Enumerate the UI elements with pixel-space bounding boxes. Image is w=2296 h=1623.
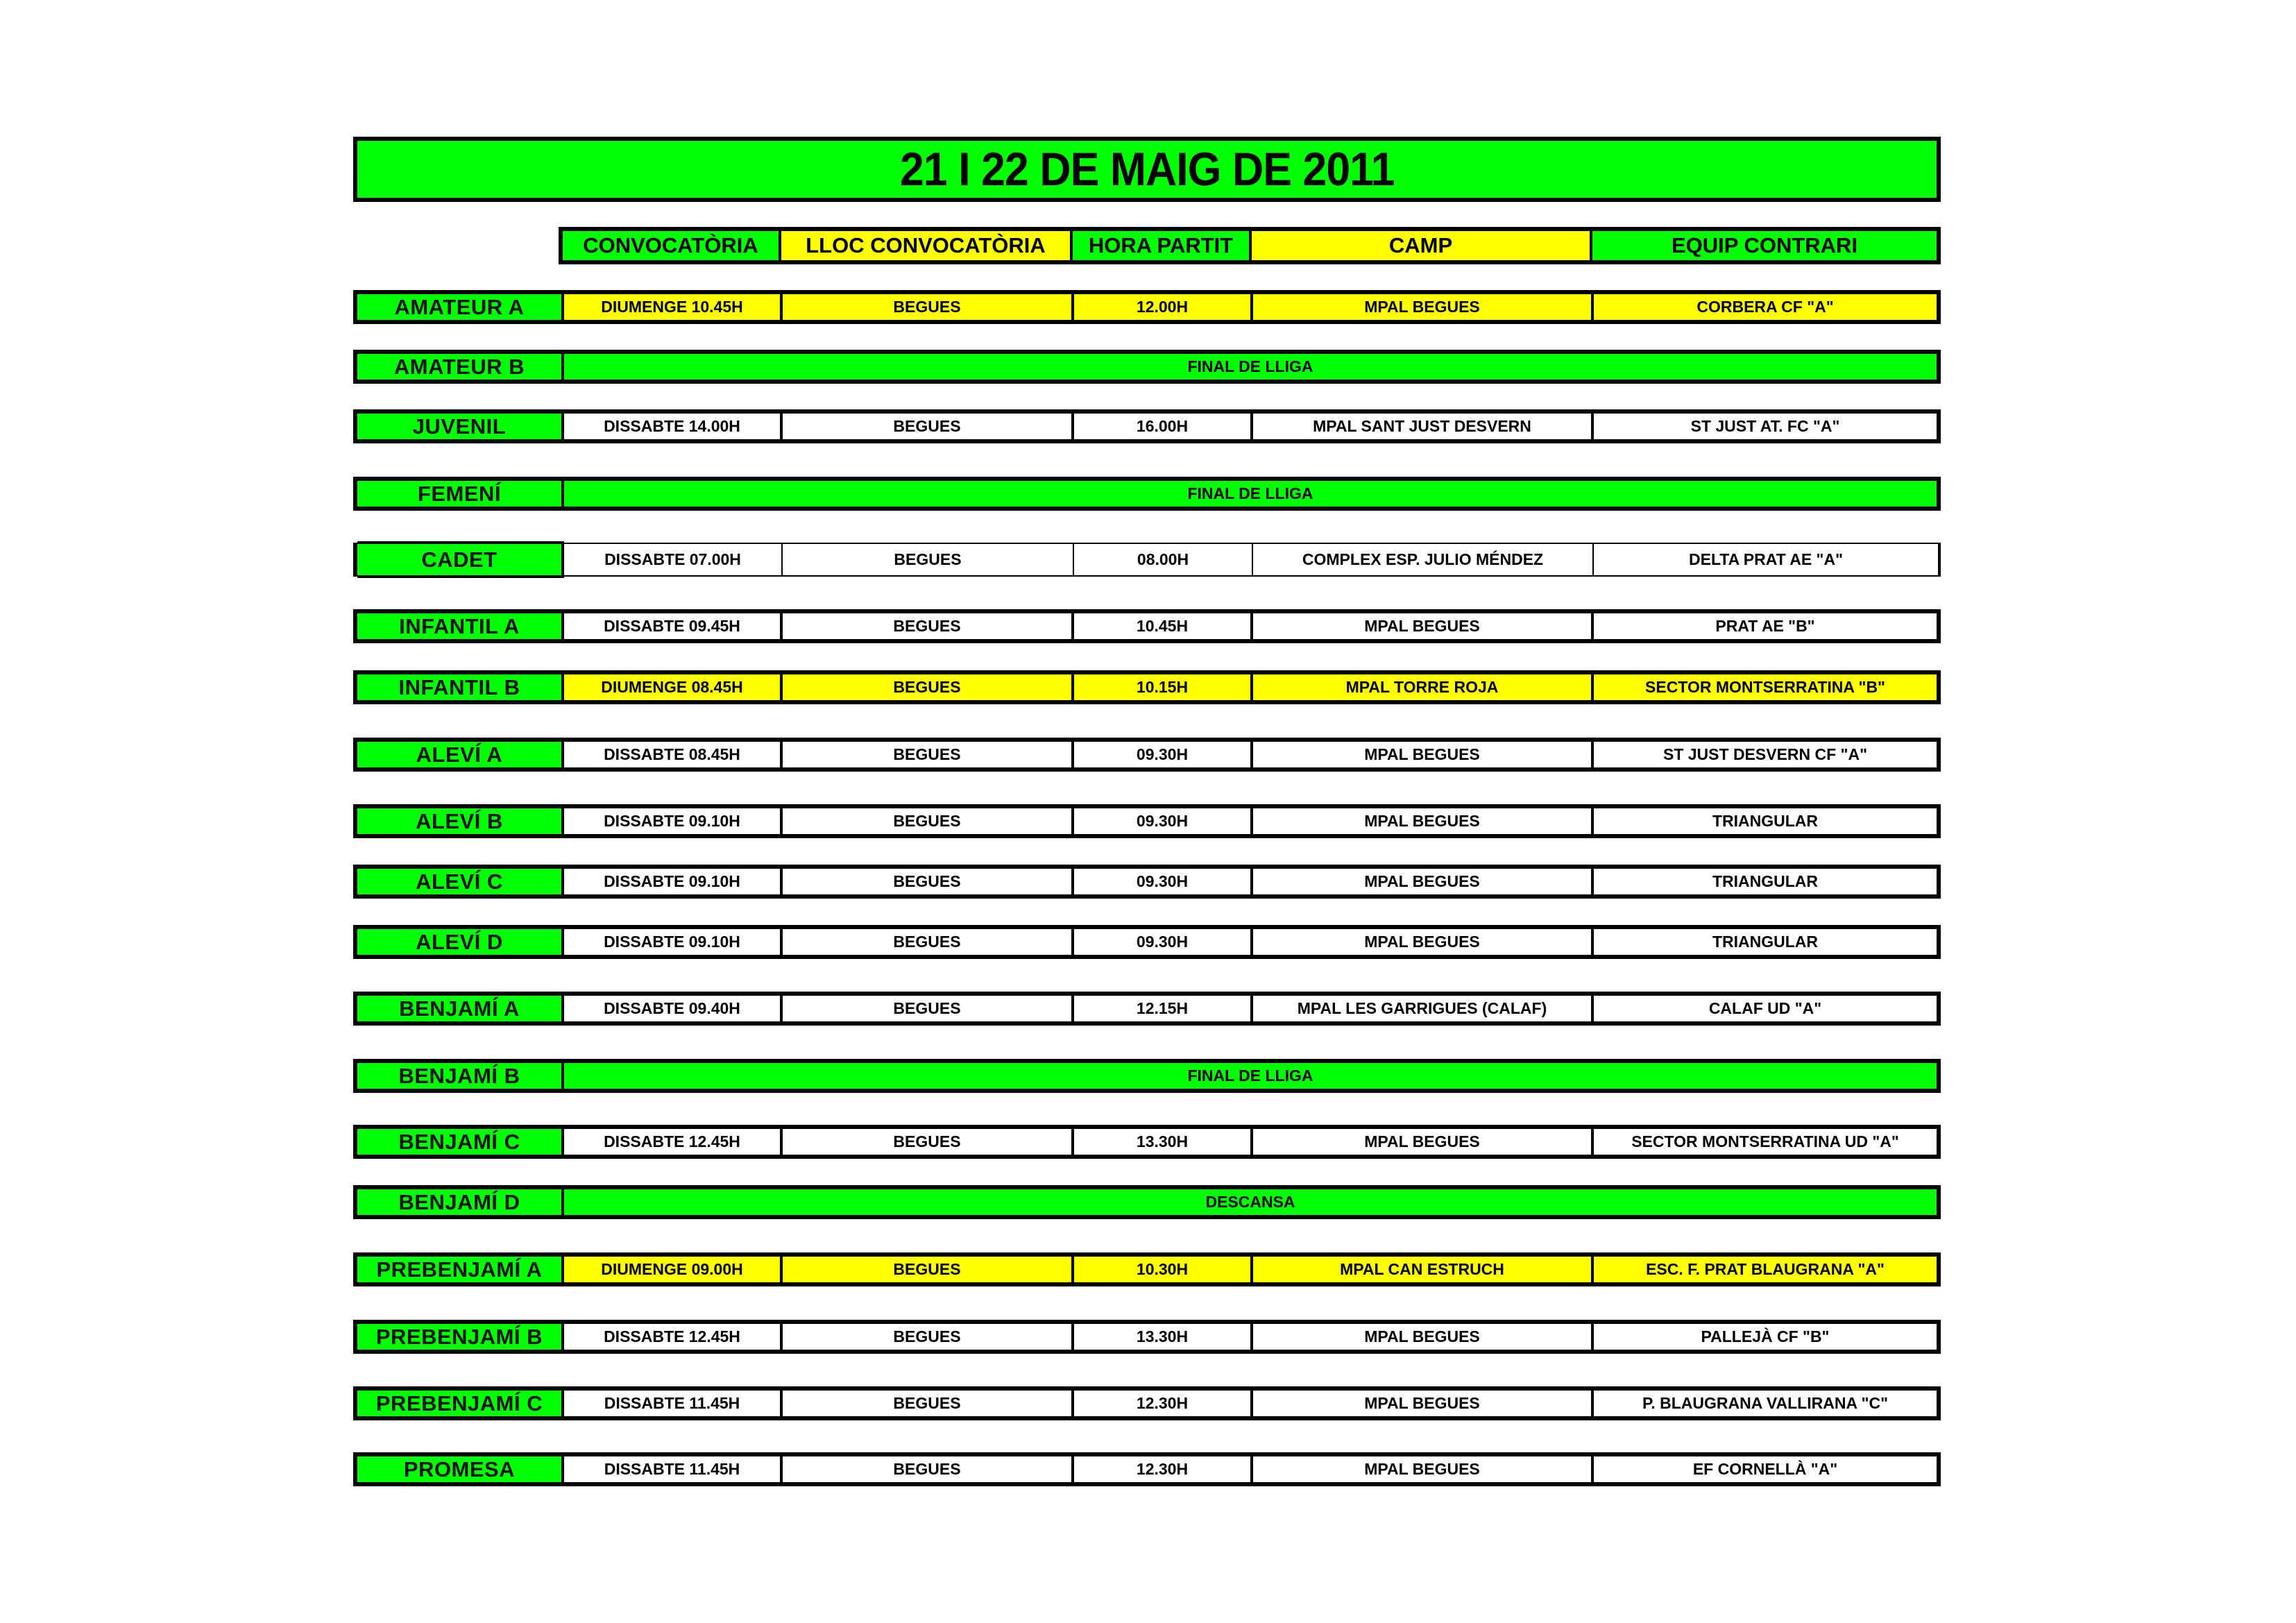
table-row — [353, 670, 1941, 704]
cell-camp: MPAL BEGUES — [1253, 294, 1594, 320]
cell-lloc: BEGUES — [783, 929, 1074, 955]
cell-camp: MPAL BEGUES — [1253, 742, 1594, 767]
cell-equip-contrari: P. BLAUGRANA VALLIRANA "C" — [1594, 1391, 1937, 1416]
cell-hora: 08.00H — [1074, 544, 1253, 575]
cell-lloc: BEGUES — [783, 1391, 1074, 1416]
status-cell: FINAL DE LLIGA — [564, 354, 1937, 380]
team-label: CADET — [357, 544, 564, 575]
cell-camp: MPAL BEGUES — [1253, 613, 1594, 639]
cell-convocatoria: DIUMENGE 08.45H — [564, 674, 783, 700]
cell-equip-contrari: ESC. F. PRAT BLAUGRANA "A" — [1594, 1257, 1937, 1282]
header-lloc-convocatoria: LLOC CONVOCATÒRIA — [781, 231, 1073, 260]
cell-lloc: BEGUES — [783, 294, 1074, 320]
cell-equip-contrari: ST JUST AT. FC "A" — [1594, 414, 1937, 439]
cell-camp: MPAL BEGUES — [1253, 929, 1594, 955]
team-label: PREBENJAMÍ A — [357, 1257, 564, 1282]
cell-lloc: BEGUES — [783, 1324, 1074, 1350]
table-row — [353, 1386, 1941, 1420]
cell-lloc: BEGUES — [783, 1257, 1074, 1282]
cell-convocatoria: DISSABTE 09.10H — [564, 929, 783, 955]
table-row — [353, 409, 1941, 443]
cell-convocatoria: DISSABTE 09.40H — [564, 996, 783, 1021]
cell-camp: MPAL SANT JUST DESVERN — [1253, 414, 1594, 439]
cell-hora: 12.30H — [1074, 1456, 1253, 1482]
team-label: BENJAMÍ C — [357, 1129, 564, 1155]
team-label: JUVENIL — [357, 414, 564, 439]
cell-equip-contrari: SECTOR MONTSERRATINA "B" — [1594, 674, 1937, 700]
cell-camp: COMPLEX ESP. JULIO MÉNDEZ — [1253, 544, 1594, 575]
cell-camp: MPAL BEGUES — [1253, 808, 1594, 834]
cell-lloc: BEGUES — [783, 674, 1074, 700]
cell-equip-contrari: CORBERA CF "A" — [1594, 294, 1937, 320]
cell-convocatoria: DISSABTE 09.10H — [564, 869, 783, 894]
table-row — [353, 350, 1941, 384]
cell-convocatoria: DISSABTE 11.45H — [564, 1391, 783, 1416]
team-label: ALEVÍ A — [357, 742, 564, 767]
team-label: INFANTIL B — [357, 674, 564, 700]
table-row — [353, 1059, 1941, 1093]
cell-equip-contrari: EF CORNELLÀ "A" — [1594, 1456, 1937, 1482]
cell-camp: MPAL BEGUES — [1253, 1391, 1594, 1416]
cell-hora: 16.00H — [1074, 414, 1253, 439]
team-label: AMATEUR A — [357, 294, 564, 320]
column-header-row — [559, 227, 1941, 264]
cell-lloc: BEGUES — [783, 996, 1074, 1021]
cell-lloc: BEGUES — [783, 1456, 1074, 1482]
cell-camp: MPAL TORRE ROJA — [1253, 674, 1594, 700]
table-row — [353, 543, 1941, 577]
team-label: BENJAMÍ B — [357, 1063, 564, 1089]
cell-camp: MPAL LES GARRIGUES (CALAF) — [1253, 996, 1594, 1021]
cell-hora: 09.30H — [1074, 742, 1253, 767]
team-label: FEMENÍ — [357, 481, 564, 507]
cell-convocatoria: DISSABTE 09.10H — [564, 808, 783, 834]
cell-lloc: BEGUES — [783, 613, 1074, 639]
cell-convocatoria: DISSABTE 12.45H — [564, 1129, 783, 1155]
cell-camp: MPAL BEGUES — [1253, 1324, 1594, 1350]
cell-lloc: BEGUES — [783, 742, 1074, 767]
table-row — [353, 738, 1941, 772]
header-equip-contrari: EQUIP CONTRARI — [1592, 231, 1937, 260]
schedule-title-bar — [353, 137, 1941, 202]
status-cell: FINAL DE LLIGA — [564, 1063, 1937, 1089]
table-row — [353, 804, 1941, 838]
cell-equip-contrari: PRAT AE "B" — [1594, 613, 1937, 639]
header-convocatoria: CONVOCATÒRIA — [563, 231, 781, 260]
team-label: PREBENJAMÍ B — [357, 1324, 564, 1350]
cell-equip-contrari: TRIANGULAR — [1594, 929, 1937, 955]
cell-hora: 12.30H — [1074, 1391, 1253, 1416]
cell-convocatoria: DISSABTE 11.45H — [564, 1456, 783, 1482]
table-row — [353, 925, 1941, 959]
cell-lloc: BEGUES — [783, 544, 1074, 575]
cell-hora: 10.15H — [1074, 674, 1253, 700]
table-row — [353, 1185, 1941, 1219]
table-row — [353, 1320, 1941, 1354]
cell-hora: 10.45H — [1074, 613, 1253, 639]
cell-convocatoria: DIUMENGE 10.45H — [564, 294, 783, 320]
table-row — [353, 477, 1941, 511]
team-label: AMATEUR B — [357, 354, 564, 380]
table-row — [353, 1125, 1941, 1159]
cell-equip-contrari: TRIANGULAR — [1594, 808, 1937, 834]
schedule-title: 21 I 22 DE MAIG DE 2011 — [899, 143, 1395, 196]
cell-hora: 13.30H — [1074, 1129, 1253, 1155]
cell-hora: 12.00H — [1074, 294, 1253, 320]
cell-convocatoria: DISSABTE 12.45H — [564, 1324, 783, 1350]
team-label: INFANTIL A — [357, 613, 564, 639]
table-row — [353, 1452, 1941, 1486]
cell-hora: 09.30H — [1074, 808, 1253, 834]
status-cell: DESCANSA — [564, 1189, 1937, 1215]
cell-equip-contrari: ST JUST DESVERN CF "A" — [1594, 742, 1937, 767]
cell-hora: 12.15H — [1074, 996, 1253, 1021]
cell-equip-contrari: PALLEJÀ CF "B" — [1594, 1324, 1937, 1350]
team-label: PROMESA — [357, 1456, 564, 1482]
status-cell: FINAL DE LLIGA — [564, 481, 1937, 507]
cell-camp: MPAL CAN ESTRUCH — [1253, 1257, 1594, 1282]
table-row — [353, 992, 1941, 1026]
cell-convocatoria: DISSABTE 08.45H — [564, 742, 783, 767]
cell-hora: 13.30H — [1074, 1324, 1253, 1350]
team-label: ALEVÍ D — [357, 929, 564, 955]
cell-equip-contrari: DELTA PRAT AE "A" — [1594, 544, 1939, 575]
team-label: ALEVÍ C — [357, 869, 564, 894]
header-hora-partit: HORA PARTIT — [1073, 231, 1252, 260]
cell-lloc: BEGUES — [783, 1129, 1074, 1155]
cell-camp: MPAL BEGUES — [1253, 1129, 1594, 1155]
cell-hora: 09.30H — [1074, 869, 1253, 894]
cell-convocatoria: DISSABTE 14.00H — [564, 414, 783, 439]
team-label: PREBENJAMÍ C — [357, 1391, 564, 1416]
header-camp: CAMP — [1252, 231, 1592, 260]
cell-lloc: BEGUES — [783, 414, 1074, 439]
cell-convocatoria: DISSABTE 09.45H — [564, 613, 783, 639]
team-label: BENJAMÍ A — [357, 996, 564, 1021]
cell-equip-contrari: SECTOR MONTSERRATINA UD "A" — [1594, 1129, 1937, 1155]
cell-convocatoria: DIUMENGE 09.00H — [564, 1257, 783, 1282]
team-label: ALEVÍ B — [357, 808, 564, 834]
cell-lloc: BEGUES — [783, 869, 1074, 894]
cell-hora: 10.30H — [1074, 1257, 1253, 1282]
cell-hora: 09.30H — [1074, 929, 1253, 955]
team-label: BENJAMÍ D — [357, 1189, 564, 1215]
table-row — [353, 1252, 1941, 1286]
cell-convocatoria: DISSABTE 07.00H — [564, 544, 783, 575]
cell-equip-contrari: CALAF UD "A" — [1594, 996, 1937, 1021]
cell-camp: MPAL BEGUES — [1253, 1456, 1594, 1482]
table-row — [353, 609, 1941, 643]
cell-lloc: BEGUES — [783, 808, 1074, 834]
cell-camp: MPAL BEGUES — [1253, 869, 1594, 894]
table-row — [353, 290, 1941, 324]
cell-equip-contrari: TRIANGULAR — [1594, 869, 1937, 894]
table-row — [353, 865, 1941, 899]
